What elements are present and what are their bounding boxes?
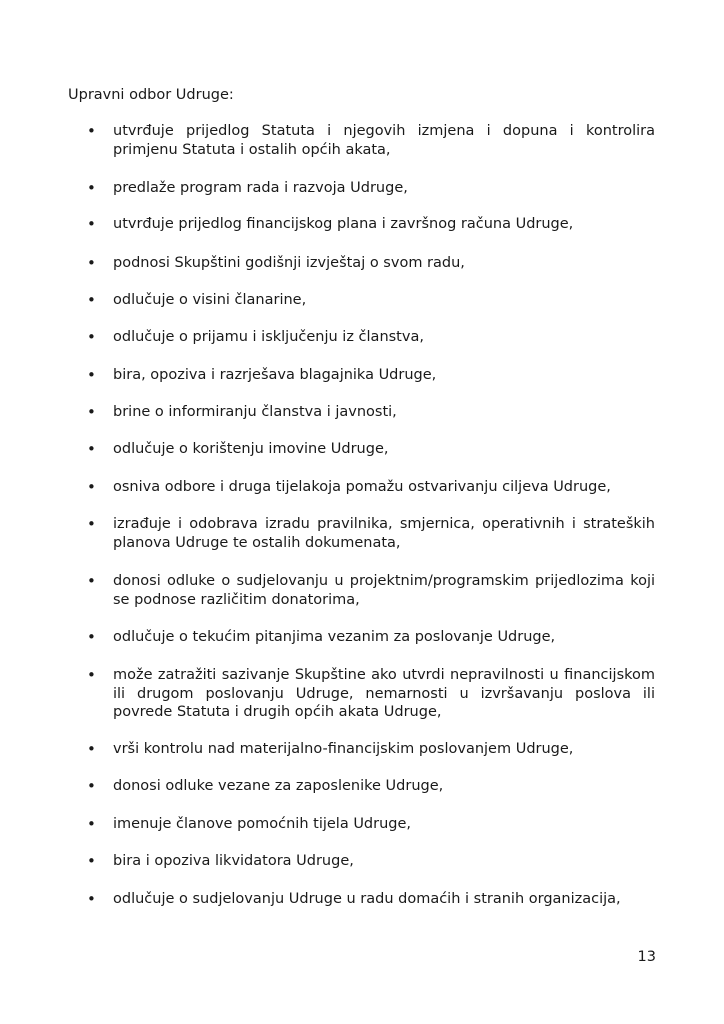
list-item-text: predlaže program rada i razvoja Udruge, <box>113 180 408 196</box>
bullet: • <box>87 291 96 309</box>
list-item-text: utvrđuje prijedlog financijskog plana i završnog računa Udruge, <box>113 216 574 232</box>
bullet: • <box>87 515 96 533</box>
bullet: • <box>87 666 96 684</box>
list-item-text: može zatražiti sazivanje Skupštine ako utvrdi nepravilnosti u financijskom ili drugom poslovanju Udruge, nemarnosti u izvršavanju poslova ili povrede Statuta i drugih općih akata Udruge, <box>113 667 655 721</box>
bullet: • <box>87 478 96 496</box>
list-item-text: odlučuje o visini članarine, <box>113 292 307 308</box>
list-item-text: imenuje članove pomoćnih tijela Udruge, <box>113 816 412 832</box>
list-item-text: odlučuje o tekućim pitanjima vezanim za poslovanje Udruge, <box>113 629 556 645</box>
bullet: • <box>87 777 96 795</box>
bullet: • <box>87 366 96 384</box>
list-item-text: izrađuje i odobrava izradu pravilnika, smjernica, operativnih i strateških planova Udruge te ostalih dokumenata, <box>113 516 655 551</box>
list-item-text: podnosi Skupštini godišnji izvještaj o svom radu, <box>113 255 465 271</box>
list-item-text: vrši kontrolu nad materijalno-financijskim poslovanjem Udruge, <box>113 741 574 757</box>
bullet: • <box>87 628 96 646</box>
bullet: • <box>87 740 96 758</box>
list-item-text: odlučuje o korištenju imovine Udruge, <box>113 441 389 457</box>
list-item-text: utvrđuje prijedlog Statuta i njegovih izmjena i dopuna i kontrolira primjenu Statuta i ostalih općih akata, <box>113 123 655 158</box>
bullet: • <box>87 572 96 590</box>
bullet: • <box>87 890 96 908</box>
bullet: • <box>87 215 96 233</box>
list-item-text: brine o informiranju članstva i javnosti, <box>113 404 397 420</box>
list-item-text: osniva odbore i druga tijelakoja pomažu ostvarivanju ciljeva Udruge, <box>113 479 611 495</box>
bullet: • <box>87 328 96 346</box>
bullet: • <box>87 440 96 458</box>
list-item-text: odlučuje o sudjelovanju Udruge u radu domaćih i stranih organizacija, <box>113 891 621 907</box>
bullet: • <box>87 254 96 272</box>
list-item-text: donosi odluke o sudjelovanju u projektnim/programskim prijedlozima koji se podnose različitim donatorima, <box>113 573 655 608</box>
list-item-text: bira i opoziva likvidatora Udruge, <box>113 853 354 869</box>
bullet: • <box>87 179 96 197</box>
bullet: • <box>87 815 96 833</box>
list-item-text: bira, opoziva i razrješava blagajnika Udruge, <box>113 367 437 383</box>
list-item-text: donosi odluke vezane za zaposlenike Udruge, <box>113 778 444 794</box>
list-item-text: odlučuje o prijamu i isključenju iz članstva, <box>113 329 424 345</box>
bullet: • <box>87 122 96 140</box>
section-intro: Upravni odbor Udruge: <box>68 87 234 103</box>
page-number: 13 <box>637 949 656 965</box>
bullet: • <box>87 852 96 870</box>
bullet: • <box>87 403 96 421</box>
